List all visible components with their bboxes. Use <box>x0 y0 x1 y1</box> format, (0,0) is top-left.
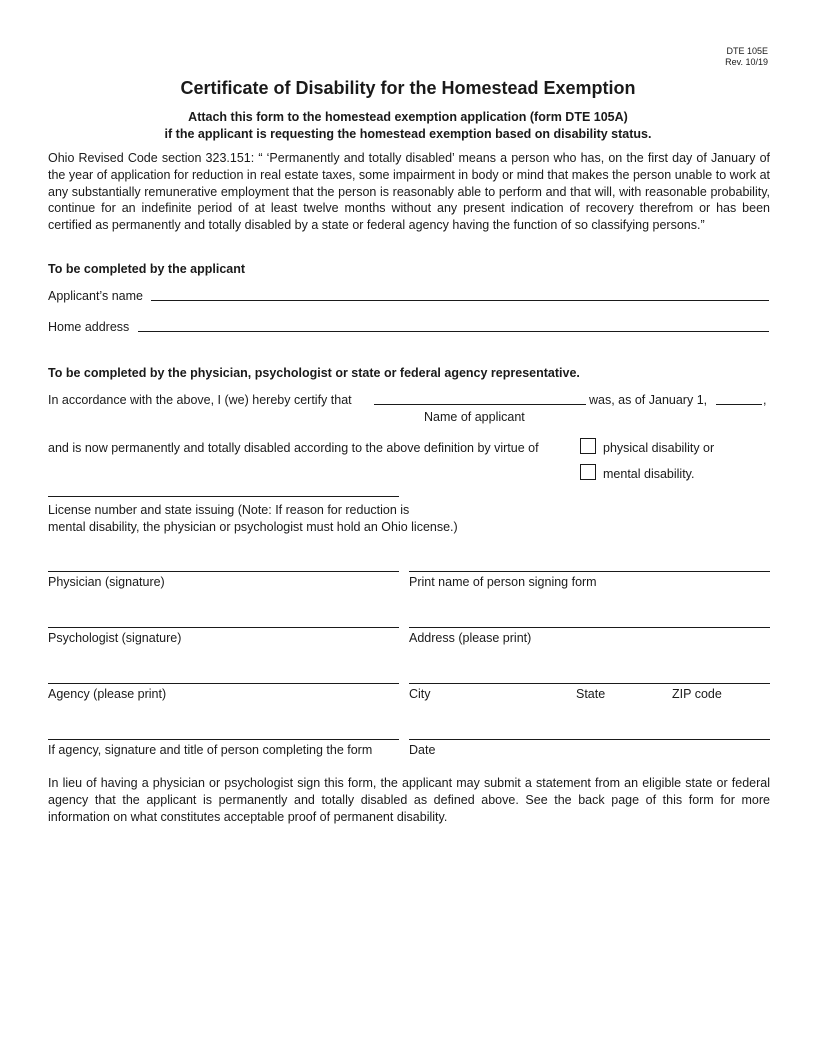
print-name-field[interactable] <box>409 571 770 589</box>
subtitle <box>0 109 816 143</box>
agency-field[interactable] <box>48 683 399 701</box>
january-year-field[interactable] <box>716 404 762 405</box>
mental-disability-checkbox[interactable] <box>580 464 596 480</box>
form-number: DTE 105E <box>726 46 768 56</box>
applicant-name-field[interactable] <box>151 300 769 301</box>
license-note <box>48 502 458 536</box>
agency-label: Agency (please print) <box>48 687 167 701</box>
subtitle-line-2: if the applicant is requesting the homestead exemption based on disability status. <box>164 127 652 141</box>
certify-mid-text: was, as of January 1, <box>589 393 708 407</box>
definition-paragraph: Ohio Revised Code section 323.151: “ ‘Permanently and totally disabled’ means a person who has, on the first day of January of the year of application for reduction in real estate taxes, some impairment in body or mind that makes the person unable to work at any substantially remunerative employment that the person is reasonably able to perform and that will, with reasonable probability, continue for an indefinite period of at least twelve months without any present indication of recovery therefrom or has been certified as permanently and totally disabled by a state or federal agency having the function of so classifying persons.” <box>48 151 770 233</box>
disabled-statement: and is now permanently and totally disabled according to the above definition by virtue of <box>48 441 539 455</box>
footer-paragraph: In lieu of having a physician or psychologist sign this form, the applicant may submit a statement from an eligible state or federal agency that the applicant is permanently and totally disabled as defined above. See the back page of this form for more information on what constitutes acceptable proof of permanent disability. <box>48 776 770 824</box>
date-label: Date <box>409 743 436 757</box>
zip-label: ZIP code <box>672 687 722 701</box>
home-address-label: Home address <box>48 320 130 334</box>
license-note-line-1: License number and state issuing (Note: If reason for reduction is <box>48 503 410 517</box>
mental-disability-label: mental disability. <box>603 467 695 481</box>
agency-signature-label: If agency, signature and title of person completing the form <box>48 743 373 757</box>
certify-end-text: , <box>763 393 767 407</box>
page-title: Certificate of Disability for the Homestead Exemption <box>180 78 636 98</box>
subtitle-line-1: Attach this form to the homestead exemption application (form DTE 105A) <box>188 110 628 124</box>
license-number-field[interactable] <box>48 496 399 497</box>
license-note-line-2: mental disability, the physician or psychologist must hold an Ohio license.) <box>48 519 458 534</box>
print-name-label: Print name of person signing form <box>409 575 597 589</box>
form-revision: Rev. 10/19 <box>725 57 768 67</box>
psychologist-signature-label: Psychologist (signature) <box>48 631 182 645</box>
applicant-name-label: Applicant’s name <box>48 289 143 303</box>
physical-disability-checkbox[interactable] <box>580 438 596 454</box>
address-field[interactable] <box>409 627 770 645</box>
psychologist-signature-field[interactable] <box>48 627 399 645</box>
agency-signature-field[interactable] <box>48 739 399 757</box>
state-label: State <box>576 687 606 701</box>
city-label: City <box>409 687 431 701</box>
applicant-name-certify-field[interactable] <box>374 404 586 405</box>
certifier-section-heading: To be completed by the physician, psychologist or state or federal agency representative. <box>48 366 580 380</box>
home-address-field[interactable] <box>138 331 769 332</box>
physical-disability-label: physical disability or <box>603 441 715 455</box>
date-field[interactable] <box>409 739 770 757</box>
address-label: Address (please print) <box>409 631 532 645</box>
applicant-section-heading: To be completed by the applicant <box>48 262 246 276</box>
certify-prefix-text: In accordance with the above, I (we) hereby certify that <box>48 393 352 407</box>
city-state-zip-field[interactable] <box>409 683 770 701</box>
form-number-block <box>725 46 768 68</box>
name-of-applicant-caption: Name of applicant <box>424 410 525 424</box>
physician-signature-field[interactable] <box>48 571 399 589</box>
physician-signature-label: Physician (signature) <box>48 575 165 589</box>
